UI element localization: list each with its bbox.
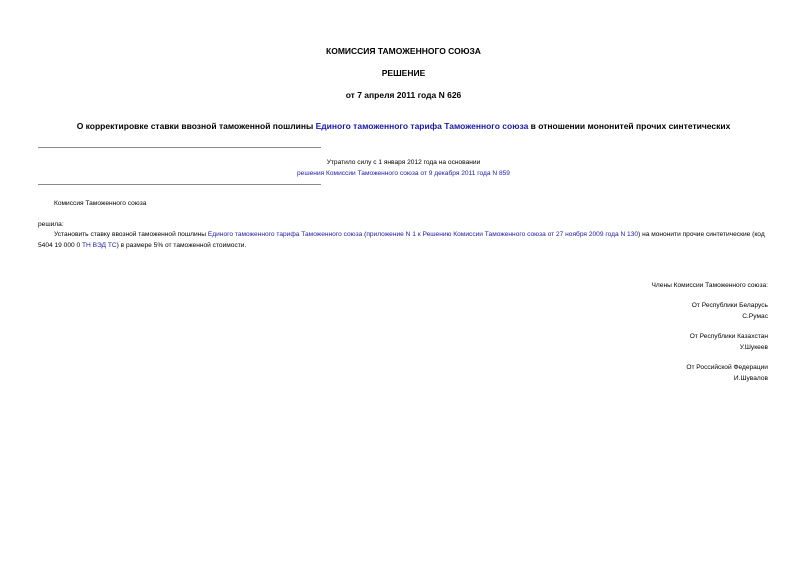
tariff-body-link[interactable]: Единого таможенного тарифа Таможенного союза [207,231,363,238]
issuing-body: Комиссия Таможенного союза [54,200,147,207]
decision-text-part: ( [362,231,367,238]
divider-bottom [38,184,321,185]
tn-ved-link[interactable]: ТН ВЭД ТС [82,242,117,249]
signatory-name: У.Шукеев [739,344,768,351]
signatures-heading: Члены Комиссии Таможенного союза: [651,282,768,289]
signatory-name: С.Румас [742,313,768,320]
document-type: РЕШЕНИЕ [381,68,426,78]
annex-link[interactable]: приложение N 1 к Решению Комиссии Таможенного союза от 27 ноября 2009 года N 130 [366,231,639,238]
decision-text-part: ) на мононити прочие синтетические (код 5404 19 000 0 [38,231,765,249]
document-date-number: от 7 апреля 2011 года N 626 [345,90,462,100]
document-title [0,121,807,131]
decision-text [38,229,768,251]
status-note-link-line [0,170,807,177]
repeal-decision-link[interactable]: решения Комиссии Таможенного союза от 9 декабря 2011 года N 859 [297,170,510,177]
signatory-country: От Российской Федерации [686,364,768,371]
signatory-country: От Республики Беларусь [691,302,768,309]
status-note: Утратило силу с 1 января 2012 года на основании [326,159,481,166]
decision-text-part: Установить ставку ввозной таможенной пошлины [54,231,208,238]
commission-heading: КОМИССИЯ ТАМОЖЕННОГО СОЮЗА [326,46,481,56]
tariff-link[interactable]: Единого таможенного тарифа Таможенного союза [315,121,529,131]
title-prefix: О корректировке ставки ввозной таможенной пошлины [76,121,316,131]
decision-text-part: ) в размере 5% от таможенной стоимости. [116,242,247,249]
signatory-name: И.Шувалов [733,375,768,382]
signatory-country: От Республики Казахстан [689,333,768,340]
title-suffix: в отношении мононитей прочих синтетических [528,121,731,131]
divider-top [38,147,321,148]
resolved-label: решила: [38,221,64,228]
